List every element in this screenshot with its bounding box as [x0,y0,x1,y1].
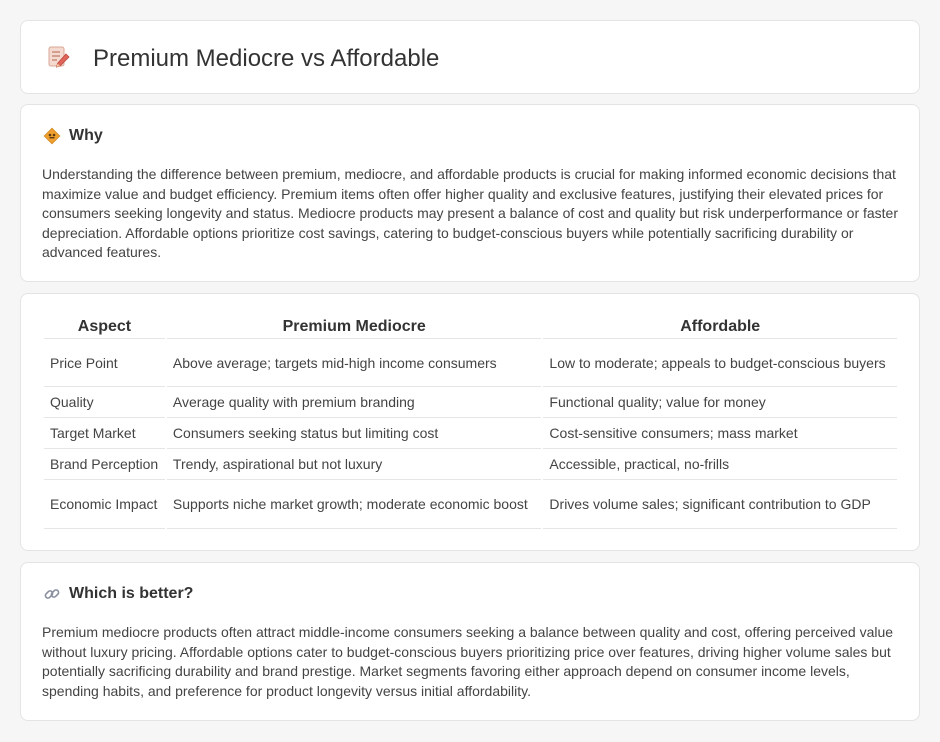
comparison-table-card [20,293,920,551]
table-row [44,480,897,529]
table-row [44,449,897,480]
why-section [20,104,920,282]
table-cell: Consumers seeking status but limiting cost [167,418,542,449]
which-is-better-section [20,562,920,721]
table-cell: Above average; targets mid-high income consumers [167,338,542,387]
table-row [44,338,897,387]
document-pencil-icon [48,46,70,70]
which-is-better-heading [43,585,193,603]
table-cell: Low to moderate; appeals to budget-conscious buyers [543,338,897,387]
comparison-table [42,316,899,529]
column-header-affordable: Affordable [680,318,761,335]
table-cell: Brand Perception [44,449,165,480]
table-header-row [44,316,897,338]
link-icon [43,585,61,603]
header-card [20,20,920,94]
column-header-premium-mediocre: Premium Mediocre [282,318,426,335]
table-row [44,387,897,418]
table-cell: Price Point [44,338,165,387]
why-title: Why [69,127,103,144]
why-text: Understanding the difference between premium, mediocre, and affordable products is crucial for making informed economic decisions that maximize value and budget efficiency. Premium items often offer higher quality and exclusive features, justifying their elevated prices for consumers seeking longevity and status. Mediocre products may present a balance of cost and quality but risk underperformance or faster depreciation. Affordable options prioritize cost savings, catering to budget-conscious buyers while potentially sacrificing durability or advanced features. [42,166,899,261]
table-cell: Economic Impact [44,480,165,529]
table-cell: Accessible, practical, no-frills [543,449,897,480]
table-cell: Functional quality; value for money [543,387,897,418]
table-cell: Trendy, aspirational but not luxury [167,449,542,480]
table-cell: Target Market [44,418,165,449]
why-heading [43,127,103,145]
diamond-sign-icon [43,127,61,145]
table-cell: Cost-sensitive consumers; mass market [543,418,897,449]
page-title: Premium Mediocre vs Affordable [93,45,440,72]
column-header-aspect: Aspect [77,318,132,335]
which-is-better-title: Which is better? [69,585,194,602]
table-row [44,418,897,449]
which-is-better-text: Premium mediocre products often attract middle-income consumers seeking a balance between quality and cost, offering perceived value without luxury pricing. Affordable options cater to budget-conscious buyers prioritizing price over features, driving higher volume sales but potentially sacrificing durability and brand prestige. Market segments favoring either approach depend on consumer income levels, spending habits, and preference for product longevity versus initial affordability. [42,624,894,699]
table-cell: Drives volume sales; significant contribution to GDP [543,480,897,529]
table-cell: Average quality with premium branding [167,387,542,418]
table-cell: Quality [44,387,165,418]
table-cell: Supports niche market growth; moderate economic boost [167,480,542,529]
